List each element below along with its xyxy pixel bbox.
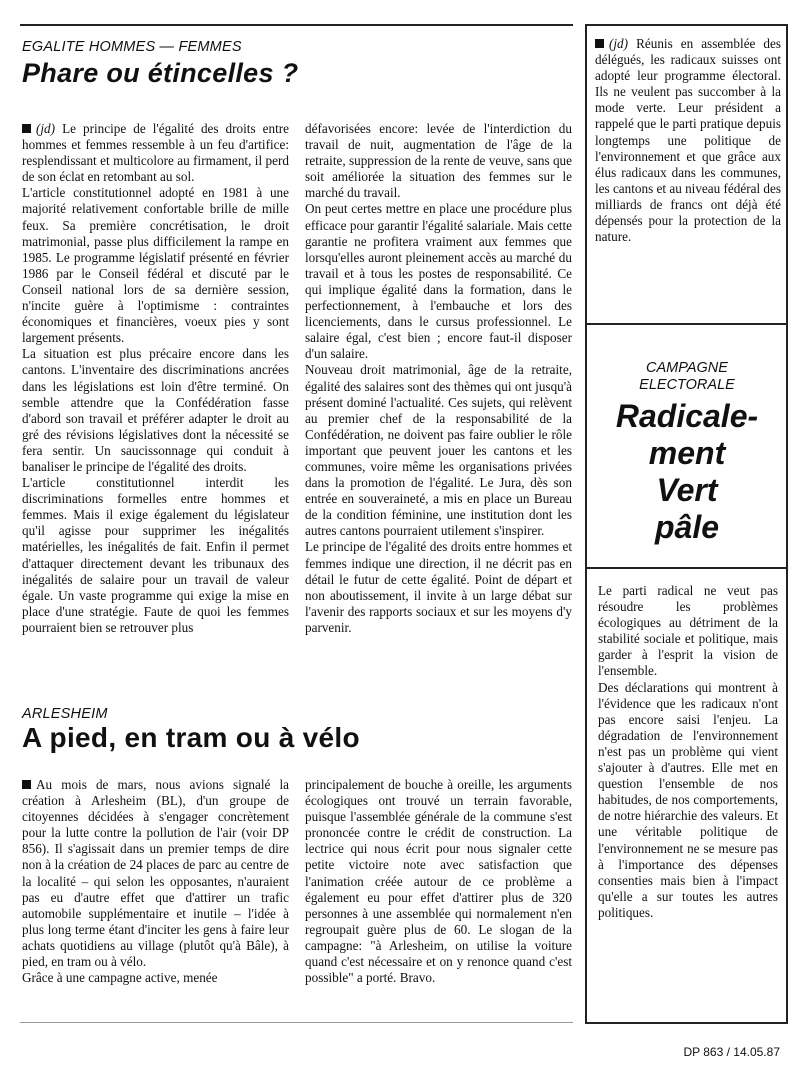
- sidebar-top-text: (jd) Réunis en assemblée des délégués, les radicaux suisses ont adopté leur programme électoral. Ils ne veulent pas succomber à la mode verte. Leur président a rappelé que le parti pratique depuis longtemps une politique de l'environnement et que grâce aux élus radicaux dans les communes, les cantons et au niveau fédéral des milliards de francs ont déjà été dépensés pour la protection de la nature.: [595, 36, 782, 245]
- sidebar-headline: Radicale- ment Vert pâle: [615, 398, 759, 545]
- article2-column-1: [22, 777, 289, 986]
- article1-headline: Phare ou étincelles ?: [22, 58, 299, 88]
- issue-footer: DP 863 / 14.05.87: [683, 1045, 780, 1059]
- article2-headline: A pied, en tram ou à vélo: [22, 722, 360, 753]
- article2-paragraph: principalement de bouche à oreille, les arguments écologiques ont trouvé un terrain favorable, puisque l'assemblée générale de la commune s'est prononcée contre le crédit de construction. La lectrice qui nous écrit pour nous signaler cette petite victoire note avec satisfaction que l'animation créée autour de ce problème a également eu pour effet d'attirer plus de 320 personnes à une assemblée qui normalement n'en regroupait guère plus de 60. Le slogan de la campagne: "à Arlesheim, on utilise la voiture quand c'est nécessaire et on y renonce quand c'est possible" a porté. Bravo.: [305, 777, 572, 986]
- sidebar-frame-bottom: [585, 1022, 788, 1024]
- article2-paragraph: Au mois de mars, nous avions signalé la création à Arlesheim (BL), d'un groupe de citoyennes décidées à s'engager concrètement pour la lutte contre la pollution de l'air (voir DP 856). Il s'agissait dans un premier temps de dire non à la création de 24 places de parc au centre de la localité – qui selon les opposantes, n'auraient pas eu d'autre effet que d'attirer un trafic automobile supplémentaire et inutile – l'idée à plus long terme étant d'inciter les gens à faire leur achats quotidiens au village (plutôt qu'à Bâle), à pied, en tram ou à vélo.: [22, 777, 289, 970]
- article1-paragraph: défavorisées encore: levée de l'interdiction du travail de nuit, augmentation de l'âge de la retraite, suppression de la rente de veuve, sans que soit améliorée la situation des femmes sur le marché du travail.: [305, 121, 572, 201]
- article1-column-2: [305, 121, 572, 636]
- article1-paragraph: Nouveau droit matrimonial, âge de la retraite, égalité des salaires sont des thèmes qui ont jusqu'à présent dominé l'actualité. Ces sujets, qui relèvent au premier chef de la responsabilité de la Confédération, ne doivent pas faire oublier le rôle important que peuvent jouer les cantons et les communes, voire même les organisations privées dans la promotion de l'égalité. Le Jura, dès son entrée en souveraineté, a mis en place un Bureau de la condition féminine, une institution dont les autres cantons pourraient utilement s'inspirer.: [305, 362, 572, 539]
- article1-kicker: EGALITE HOMMES — FEMMES: [22, 39, 242, 55]
- article2-paragraph: Grâce à une campagne active, menée: [22, 970, 218, 986]
- article1-paragraph: La situation est plus précaire encore dans les cantons. L'inventaire des discriminations ancrées dans les législations est loin d'être terminé. On semble attendre que la Confédération fasse d'abord son travail et préférer adapter le droit au gré des révisions législatives dont la nécessité se fera sentir. Un saucissonnage qui conduit à banaliser le principe de l'égalité des droits.: [22, 346, 289, 474]
- article2-kicker: ARLESHEIM: [22, 706, 108, 722]
- sidebar-frame-top: [585, 24, 788, 26]
- article1-paragraph: Le principe de l'égalité des droits entre hommes et femmes indique une direction, il ne décrit pas en détail le futur de cette égalité. Point de départ et non aboutissement, il invite à un large débat sur l'avenir des rapports sociaux et sur les moyens d'y parvenir.: [305, 539, 572, 635]
- sidebar-bottom-text: [598, 583, 778, 921]
- article2-column-2: [305, 777, 572, 986]
- article1-paragraph: L'article constitutionnel adopté en 1981 à une majorité relativement confortable brille de mille feux. Sa première concrétisation, le droit matrimonial, passe plus difficilement la rampe en 1985. Le programme législatif présenté en février 1986 par le Conseil fédéral et discuté par le Conseil national lors de sa dernière session, n'incite guère à l'optimisme : contraintes économiques et financières, voeux pies y sont largement présents.: [22, 185, 289, 346]
- author-tag: (jd): [36, 121, 56, 136]
- bullet-square-icon: [22, 780, 31, 789]
- sidebar-paragraph: Des déclarations qui montrent à l'évidence que les radicaux n'ont pas encore saisi l'enjeu. La dégradation de l'environnement n'est pas un problème qui vient s'ajouter à d'autres. Elle met en question l'ensemble de nos habitudes, de nos comportements, de notre hiérarchie des valeurs. Et une véritable politique de l'environnement ne se mesure pas à l'importance des dépenses consenties mais bien à l'impact qu'elle a sur toutes les autres politiques.: [598, 679, 778, 920]
- sidebar-kicker: CAMPAGNE ELECTORALE: [639, 360, 735, 393]
- sidebar-divider-2: [585, 567, 788, 569]
- bottom-rule: [20, 1022, 573, 1023]
- sidebar-divider-1: [585, 323, 788, 325]
- bullet-square-icon: [595, 39, 604, 48]
- sidebar-paragraph: Le parti radical ne veut pas résoudre les problèmes écologiques au détriment de la stabilité sociale et politique, mais garder à l'esprit la vision de l'ensemble.: [598, 583, 778, 679]
- author-tag: (jd): [609, 36, 629, 51]
- article1-column-1: [22, 121, 289, 636]
- bullet-square-icon: [22, 124, 31, 133]
- article1-paragraph: On peut certes mettre en place une procédure plus efficace pour garantir l'égalité salariale. Mais cette garantie ne profitera vraiment aux femmes que lorsqu'elles auront pleinement accès au marché du travail et à tous les postes de responsabilité. Ce qui implique égalité dans la formation, dans le perfectionnement, à l'embauche et lors des licenciements, dans le cursus professionnel. Le salaire égal, c'est bien ; encore faut-il disposer d'un salaire.: [305, 201, 572, 362]
- article1-paragraph: L'article constitutionnel interdit les discriminations formelles entre hommes et femmes. Mais il exige également du législateur qu'il agisse pour supprimer les inégalités matérielles, les inégalités de fait. Enfin il permet d'attaquer directement devant les tribunaux des inégalités de salaire pour un travail de valeur égale. Un vaste programme qui exige la mise en place d'une stratégie. Faute de quoi les femmes pourraient bien se retrouver plus: [22, 475, 289, 635]
- top-rule: [20, 24, 573, 26]
- article1-paragraph: (jd) Le principe de l'égalité des droits entre hommes et femmes ressemble à un feu d'artifice: resplendissant et multicolore au firmament, il perd de son éclat en retombant au sol.: [22, 121, 289, 185]
